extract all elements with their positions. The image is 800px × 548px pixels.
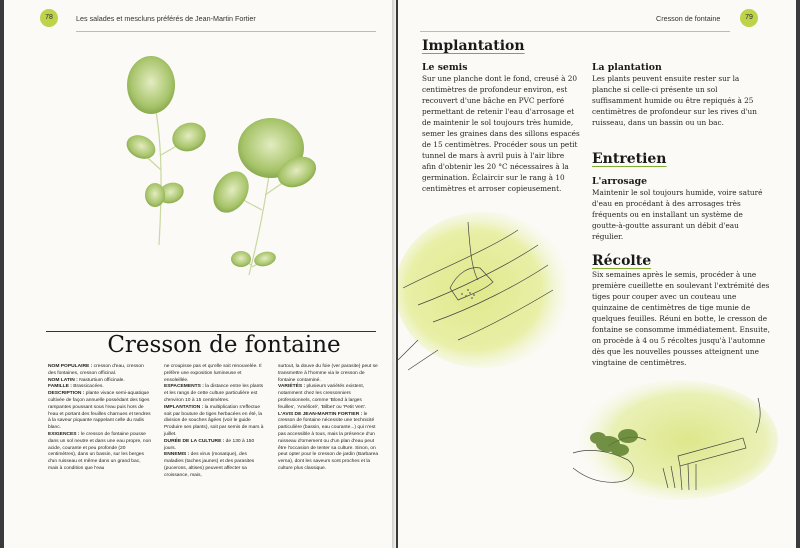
info-column-2 <box>164 364 266 480</box>
info-entry <box>48 391 152 432</box>
info-label: IMPLANTATION : <box>164 404 204 410</box>
info-label: ESPACEMENTS : <box>164 384 204 390</box>
watercress-illustration <box>99 45 329 315</box>
semis-text: Sur une planche dont le fond, creusé à 20 centimètres de profondeur environ, est recouvert d'une bâche en PVC perforé permettant de retenir l'eau d'arrosage et de maintenir le sol toujours très humide, semer les graines dans des sillons espacés de 15 centimètres. Procéder sous un petit tunnel de mars à avril puis à l'air libre afin d'obtenir les 20 °C nécessaires à la germination. Éclaircir sur le rang à 10 centimètres et arroser copieusement. <box>422 74 580 193</box>
info-label: VARIÉTÉS : <box>278 384 306 390</box>
info-text: des virus (mosaïque), des maladies (taches jaunes) et des parasites (pucerons, altises) peuvent affecter sa croissance, mais, <box>164 452 255 478</box>
semis-heading: Le semis <box>422 62 468 73</box>
info-label: DURÉE DE LA CULTURE : <box>164 438 225 444</box>
running-head-left: Les salades et mescluns préférés de Jean-Martin Fortier <box>76 14 256 23</box>
page-title: Cresson de fontaine <box>107 332 341 358</box>
info-label: ENNEMIS : <box>164 452 190 458</box>
header-rule-left <box>76 31 376 32</box>
entretien-heading: Entretien <box>592 151 667 167</box>
info-entry <box>164 364 266 384</box>
page-number-left: 78 <box>40 9 58 27</box>
info-entry <box>164 452 266 479</box>
info-column-1 <box>48 364 152 473</box>
info-entry <box>278 384 380 411</box>
running-head-right: Cresson de fontaine <box>656 14 721 23</box>
info-text: le cresson de fontaine pousse dans un sol neutre et dans une eau propre, non acide, courante et peu profonde (20 centimètres), dans un bassin, sur les berges d'un ruisseau et même dans un grand bac, mais à condition que l'eau <box>48 431 152 471</box>
header-rule-right <box>420 31 730 32</box>
info-text: la multiplication s'effectue soit par bouture de tiges herbacées en été, la division de souches âgées (voir le guide Produire ses plants), soit par semis de mars à juillet. <box>164 404 264 437</box>
left-page <box>4 0 396 548</box>
info-text: cresson d'eau, cresson des fontaines, cresson officinal. <box>48 364 144 376</box>
info-text: de 130 à 150 jours. <box>164 438 255 451</box>
sowing-illustration <box>398 210 568 380</box>
info-text: la distance entre les plants et les rangs de cette culture particulière est d'environ 10 à 15 centimètres. <box>164 384 264 403</box>
info-text: ne croupisse pas et qu'elle soit renouvelée. Il préfère une exposition lumineuse et ensoleillée. <box>164 364 262 383</box>
info-text: le cresson de fontaine nécessite une technicité particulière (bassin, eau courante...) qui n'est pas accessible à tous, mais la présence d'un ruisseau d'ornement ou d'un plan d'eau peut être l'occasion de tenter sa culture. Sinon, on peut opter pour le cresson de jardin (Barbarea verna), dont les saveurs sont proches et la culture plus classique. <box>278 411 379 471</box>
leaf-shape <box>127 56 175 114</box>
info-label: EXIGENCES : <box>48 431 80 437</box>
info-text: surtout, la douve du foie (ver parasite) peut se transmettre à l'homme via le cresson de fontaine contaminé. <box>278 364 378 383</box>
arrosage-heading: L'arrosage <box>592 176 648 187</box>
info-entry <box>278 412 380 473</box>
info-text: Nasturtium officinale. <box>77 377 125 383</box>
info-entry <box>164 439 266 453</box>
info-label: NOM POPULAIRE : <box>48 364 93 369</box>
info-entry <box>164 405 266 439</box>
info-entry <box>48 432 152 473</box>
harvest-illustration <box>568 378 778 518</box>
page-number-right: 79 <box>740 9 758 27</box>
info-entry <box>278 364 380 384</box>
info-label: FAMILLE : <box>48 384 72 390</box>
info-entry <box>164 384 266 404</box>
info-label: DESCRIPTION : <box>48 391 85 397</box>
info-label: NOM LATIN : <box>48 377 78 383</box>
info-entry <box>48 364 152 378</box>
arrosage-text: Maintenir le sol toujours humide, voire saturé d'eau en procédant à des arrosages très fréquents ou en installant un système de goutte-à-goutte assurant un débit d'eau régulier. <box>592 188 763 241</box>
info-text: Brassicacées. <box>71 384 104 390</box>
info-text: plante vivace semi-aquatique cultivée de façon annuelle possédant des tiges rampantes poussant sous l'eau puis hors de l'eau et portant des feuilles charnues et tendres à la saveur piquante rappelant celle du radis blanc. <box>48 391 151 431</box>
plantation-heading: La plantation <box>592 62 662 73</box>
implantation-heading: Implantation <box>422 38 525 54</box>
info-label: L'AVIS DE JEAN-MARTIN FORTIER : <box>278 411 363 417</box>
info-column-3 <box>278 364 380 473</box>
recolte-text: Six semaines après le semis, procéder à une première cueillette en soulevant l'extrémité des tiges pour couper avec un couteau une quinzaine de centimètres de tige munie de quelques feuilles. Réuni en botte, le cresson de fontaine se consomme immédiatement. Ensuite, on procède à 4 ou 5 récoltes jusqu'à l'automne dès que les nouvelles pousses atteignent une vingtaine de centimètres. <box>592 270 770 367</box>
plantation-text: Les plants peuvent ensuite rester sur la planche si celle-ci présente un sol suffisamment humide ou être repiqués à 25 centimètres de profondeur sur les rives d'un ruisseau, dans un bassin ou un bac. <box>592 74 757 127</box>
right-page <box>398 0 796 548</box>
recolte-heading: Récolte <box>592 253 652 269</box>
info-text: plusieurs variétés existent, notamment chez les cressonniers professionnels, comme 'Blond à larges feuilles', 'Amélioré', 'Bilbet' ou 'Petit Vert'. <box>278 384 367 410</box>
